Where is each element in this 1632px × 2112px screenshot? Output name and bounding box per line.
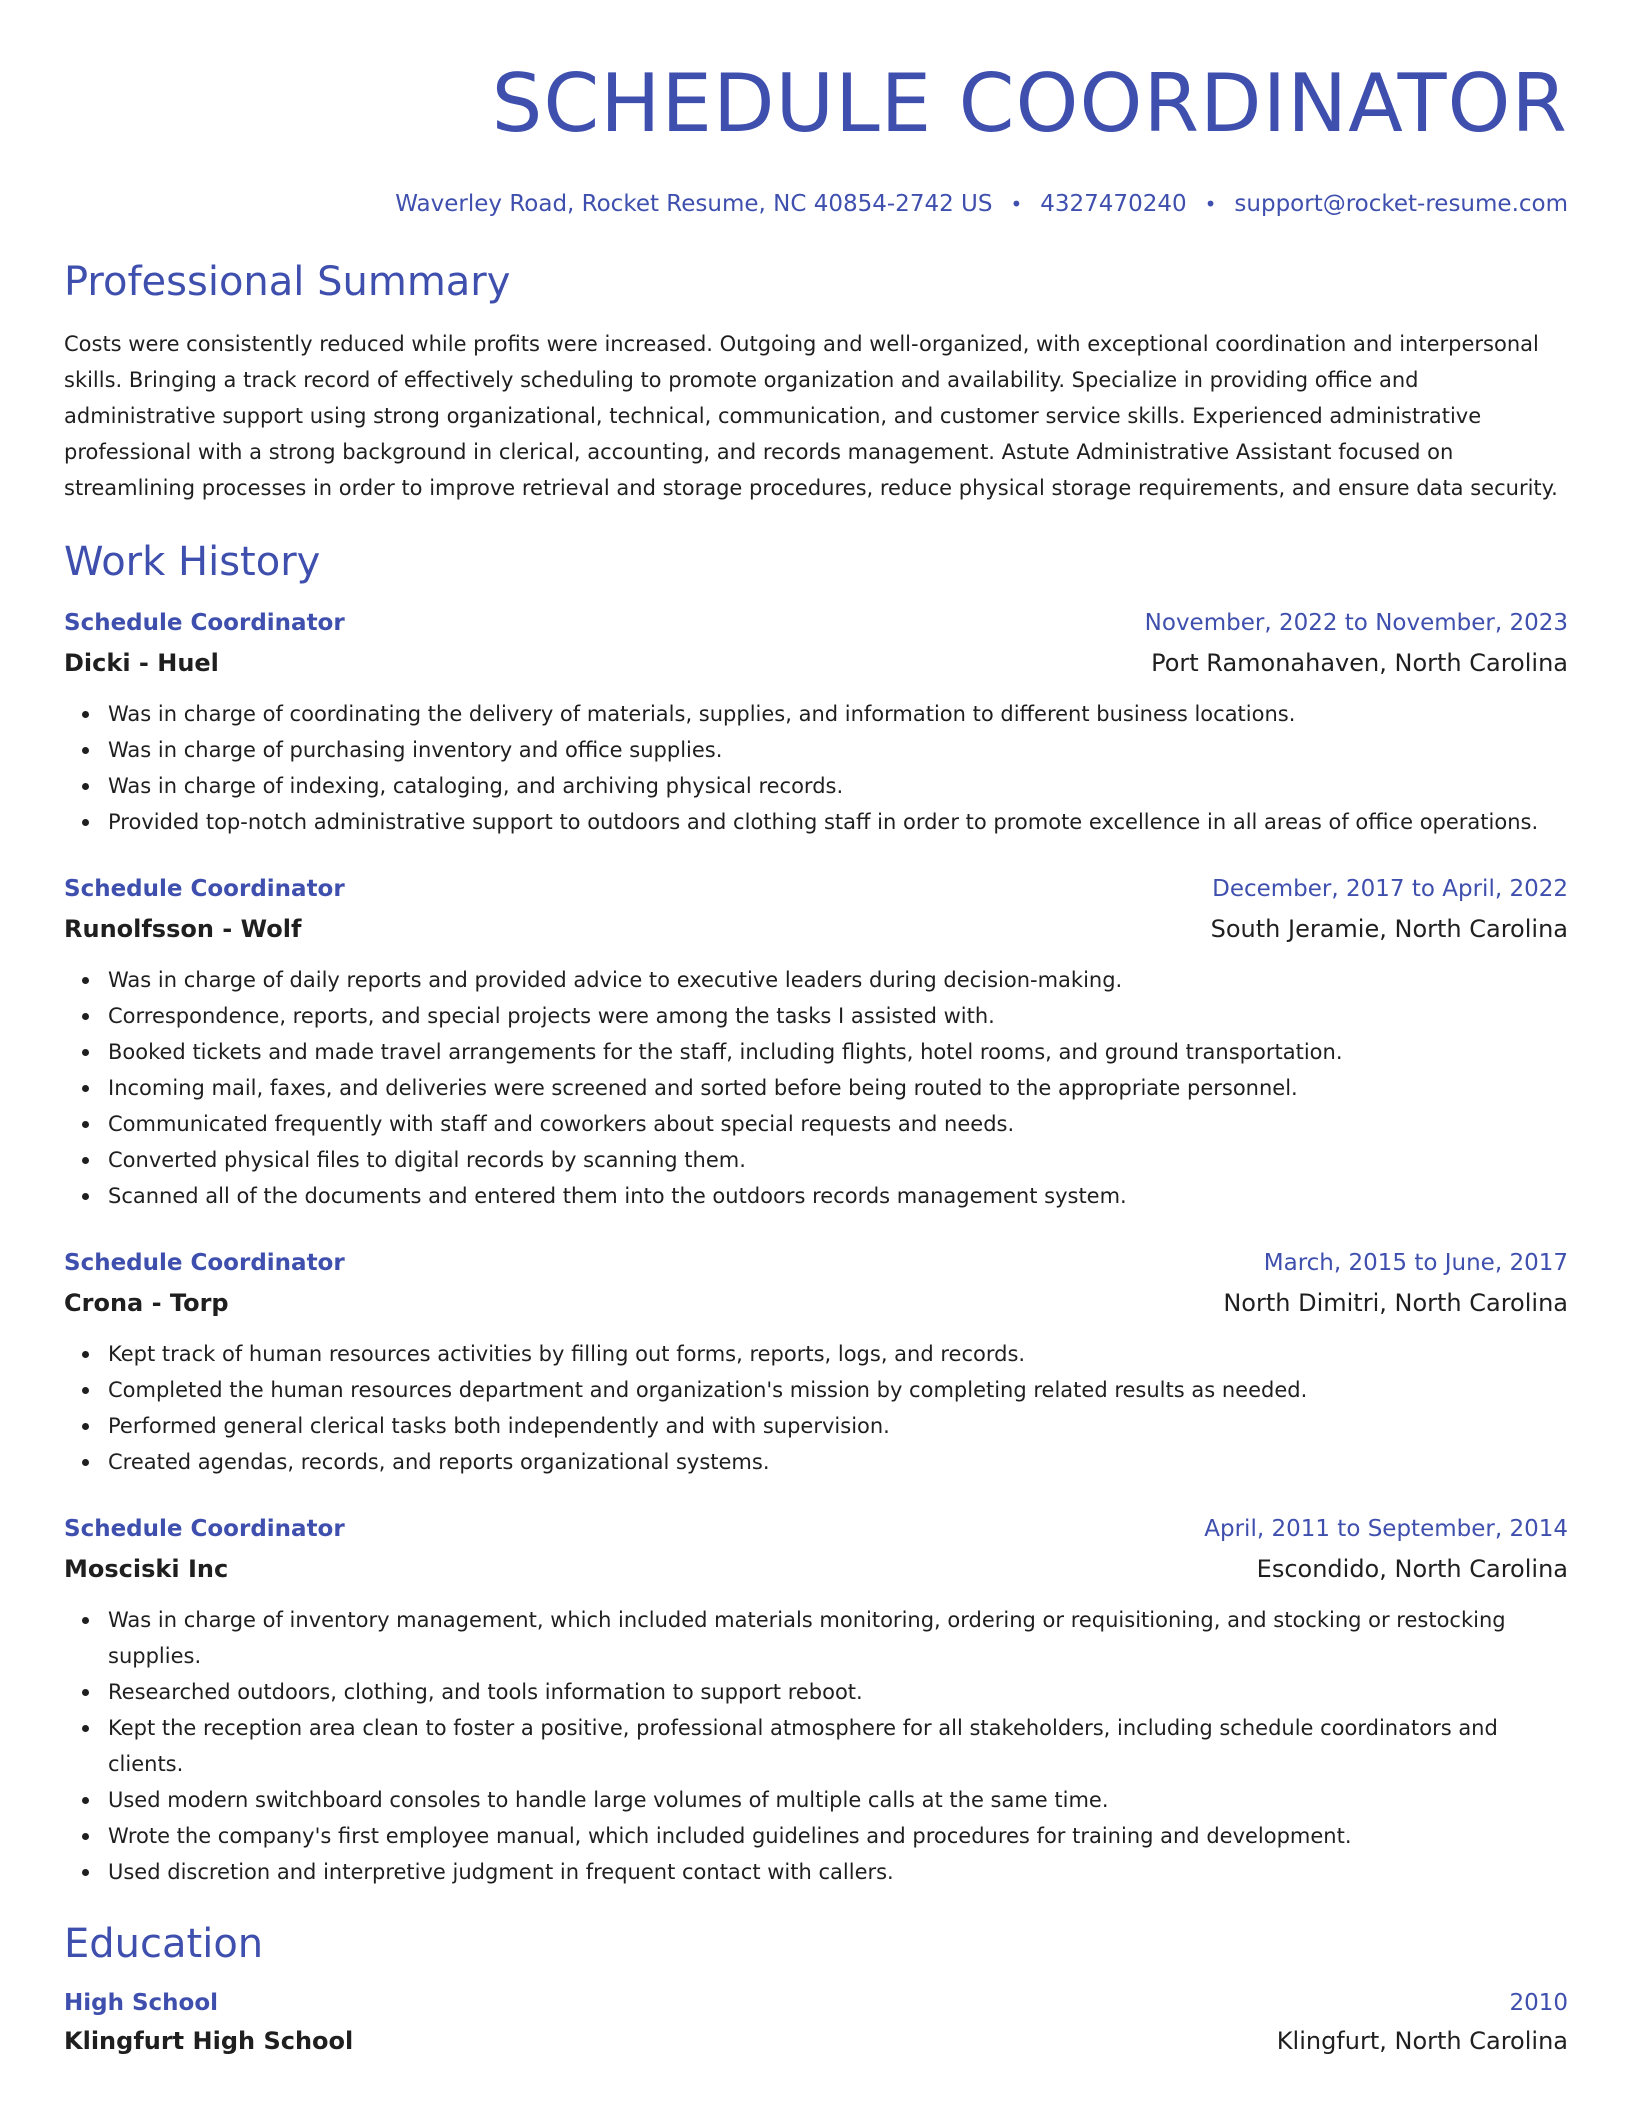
education-year: 2010: [1509, 1990, 1568, 2016]
summary-text: Costs were consistently reduced while profits were increased. Outgoing and well-organized, with exceptional coordination and interpersonal skills. Bringing a track record of effectively scheduling to promote organization and availability. Specialize in providing office and administrative support using strong organizational, technical, communication, and customer service skills. Experienced administrative professional with a strong background in clerical, accounting, and records management. Astute Administrative Assistant focused on streamlining processes in order to improve retrieval and storage procedures, reduce physical storage requirements, and ensure data security.: [64, 332, 1558, 500]
job-bullet: Was in charge of daily reports and provided advice to executive leaders during decision-making.: [108, 962, 1568, 998]
separator-dot: •: [1010, 192, 1023, 216]
job-bullet: Used discretion and interpretive judgment in frequent contact with callers.: [108, 1854, 1568, 1890]
job-title: Schedule Coordinator: [64, 876, 345, 902]
job-location: South Jeramie, North Carolina: [1210, 915, 1568, 943]
job-bullet: Was in charge of inventory management, which included materials monitoring, ordering or requisitioning, and stocking or restocking supplies.: [108, 1602, 1568, 1674]
job-bullet: Used modern switchboard consoles to handle large volumes of multiple calls at the same time.: [108, 1782, 1568, 1818]
job-bullet: Researched outdoors, clothing, and tools information to support reboot.: [108, 1674, 1568, 1710]
job-bullet: Wrote the company's first employee manual, which included guidelines and procedures for training and development.: [108, 1818, 1568, 1854]
job-entry: [64, 874, 1568, 1214]
job-company: Runolfsson - Wolf: [64, 915, 302, 943]
job-bullet: Converted physical files to digital records by scanning them.: [108, 1142, 1568, 1178]
job-bullet: Incoming mail, faxes, and deliveries were screened and sorted before being routed to the appropriate personnel.: [108, 1070, 1568, 1106]
job-location: Escondido, North Carolina: [1256, 1555, 1568, 1583]
job-bullet: Correspondence, reports, and special projects were among the tasks I assisted with.: [108, 998, 1568, 1034]
job-bullet: Created agendas, records, and reports organizational systems.: [108, 1444, 1568, 1480]
education-entry: [64, 1988, 1568, 2018]
job-entry: [64, 1514, 1568, 1890]
job-bullet: Completed the human resources department and organization's mission by completing related results as needed.: [108, 1372, 1568, 1408]
job-entry: [64, 1248, 1568, 1480]
resume-name: SCHEDULE COORDINATOR: [491, 57, 1568, 150]
education-school-row: [64, 2026, 1568, 2056]
contact-info: [64, 190, 1568, 218]
job-title: Schedule Coordinator: [64, 1250, 345, 1276]
section-title-work-history: Work History: [64, 539, 321, 585]
contact-phone: 4327470240: [1040, 191, 1187, 217]
job-bullet: Scanned all of the documents and entered them into the outdoors records management system.: [108, 1178, 1568, 1214]
section-title-summary: Professional Summary: [64, 259, 511, 305]
job-bullets: [64, 1602, 1568, 1890]
job-bullets: [64, 1336, 1568, 1480]
contact-address: Waverley Road, Rocket Resume, NC 40854-2742 US: [395, 191, 993, 217]
job-dates: March, 2015 to June, 2017: [1263, 1250, 1568, 1276]
job-bullets: [64, 696, 1568, 840]
job-location: North Dimitri, North Carolina: [1223, 1289, 1568, 1317]
job-dates: April, 2011 to September, 2014: [1204, 1516, 1568, 1542]
education-location: Klingfurt, North Carolina: [1276, 2027, 1568, 2055]
contact-email: support@rocket-resume.com: [1234, 191, 1568, 217]
education-degree: High School: [64, 1990, 219, 2016]
job-bullet: Communicated frequently with staff and coworkers about special requests and needs.: [108, 1106, 1568, 1142]
separator-dot: •: [1204, 192, 1217, 216]
job-bullet: Was in charge of indexing, cataloging, and archiving physical records.: [108, 768, 1568, 804]
job-bullet: Kept the reception area clean to foster a positive, professional atmosphere for all stakeholders, including schedule coordinators and clients.: [108, 1710, 1568, 1782]
job-company: Crona - Torp: [64, 1289, 229, 1317]
job-bullet: Kept track of human resources activities by filling out forms, reports, logs, and records.: [108, 1336, 1568, 1372]
job-bullet: Was in charge of coordinating the delivery of materials, supplies, and information to different business locations.: [108, 696, 1568, 732]
job-bullet: Was in charge of purchasing inventory and office supplies.: [108, 732, 1568, 768]
job-location: Port Ramonahaven, North Carolina: [1151, 649, 1568, 677]
job-entry: [64, 608, 1568, 840]
job-bullet: Booked tickets and made travel arrangements for the staff, including flights, hotel rooms, and ground transportation.: [108, 1034, 1568, 1070]
job-bullet: Provided top-notch administrative support to outdoors and clothing staff in order to promote excellence in all areas of office operations.: [108, 804, 1568, 840]
job-bullets: [64, 962, 1568, 1214]
job-company: Mosciski Inc: [64, 1555, 229, 1583]
section-title-education: Education: [64, 1921, 264, 1967]
job-company: Dicki - Huel: [64, 649, 219, 677]
education-school: Klingfurt High School: [64, 2027, 354, 2055]
job-title: Schedule Coordinator: [64, 610, 345, 636]
job-bullet: Performed general clerical tasks both independently and with supervision.: [108, 1408, 1568, 1444]
job-title: Schedule Coordinator: [64, 1516, 345, 1542]
job-dates: December, 2017 to April, 2022: [1212, 876, 1568, 902]
job-dates: November, 2022 to November, 2023: [1144, 610, 1568, 636]
